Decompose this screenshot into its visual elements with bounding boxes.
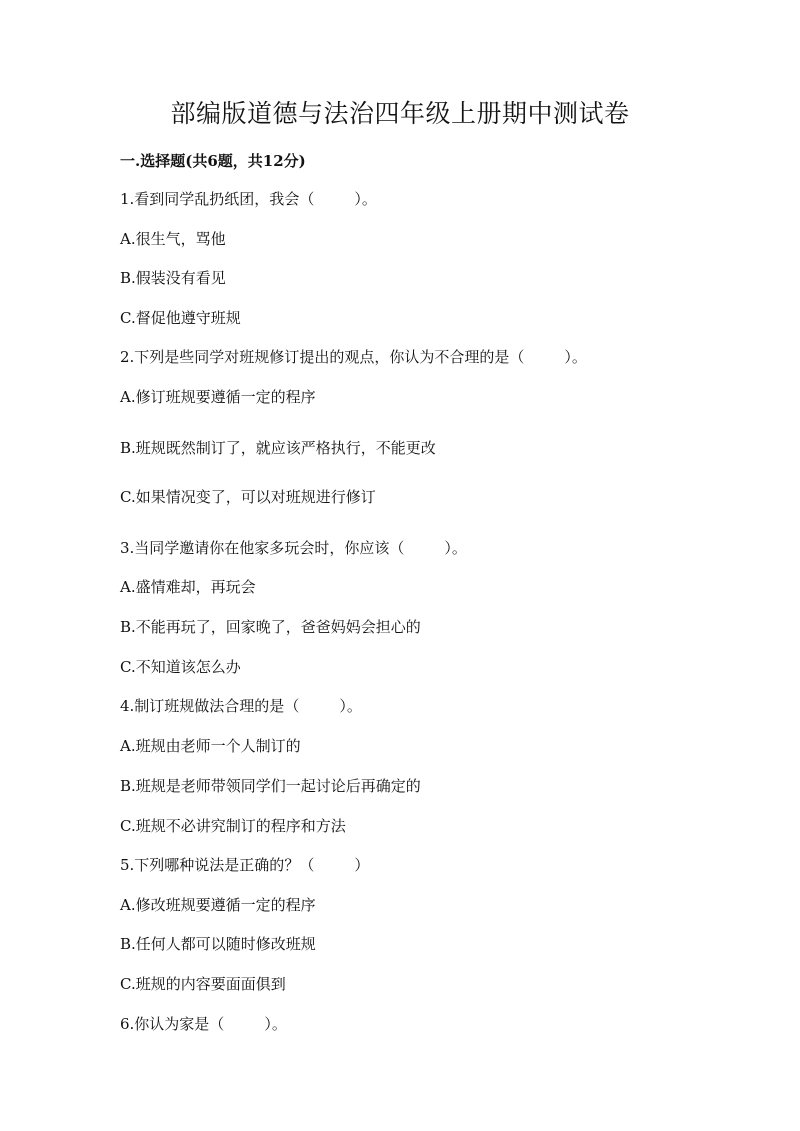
question-2-option-a: A.修订班规要遵循一定的程序 <box>120 388 316 406</box>
question-5-option-b: B.任何人都可以随时修改班规 <box>120 935 316 953</box>
question-4-option-c: C.班规不必讲究制订的程序和方法 <box>120 817 346 835</box>
question-1-stem <box>120 188 377 209</box>
question-5-option-c: C.班规的内容要面面俱到 <box>120 975 286 993</box>
question-2-option-c: C.如果情况变了，可以对班规进行修订 <box>120 488 376 506</box>
question-6-stem-end: ）。 <box>264 1015 287 1033</box>
question-2-stem-text: 2.下列是些同学对班规修订提出的观点，你认为不合理的是（ <box>120 348 525 366</box>
question-4-option-b: B.班规是老师带领同学们一起讨论后再确定的 <box>120 777 421 795</box>
question-5-stem-text: 5.下列哪种说法是正确的？（ <box>120 856 315 874</box>
question-5-option-a: A.修改班规要遵循一定的程序 <box>120 896 316 914</box>
question-3-option-c: C.不知道该怎么办 <box>120 658 241 676</box>
page-title: 部编版道德与法治四年级上册期中测试卷 <box>170 99 630 128</box>
question-3-option-b: B.不能再玩了，回家晚了，爸爸妈妈会担心的 <box>120 618 421 636</box>
question-4-stem-text: 4.制订班规做法合理的是（ <box>120 697 300 715</box>
question-2-stem <box>120 346 587 367</box>
question-5-stem-end: ） <box>354 856 370 874</box>
question-5-stem <box>120 854 369 875</box>
question-2-option-b: B.班规既然制订了，就应该严格执行，不能更改 <box>120 439 436 457</box>
question-3-stem <box>120 537 467 558</box>
question-6-stem <box>120 1013 287 1034</box>
question-1-option-c: C.督促他遵守班规 <box>120 309 241 327</box>
question-3-stem-end: ）。 <box>444 539 467 557</box>
question-4-option-a: A.班规由老师一个人制订的 <box>120 737 301 755</box>
section-heading: 一.选择题(共6题，共12分) <box>120 152 306 170</box>
question-2-stem-end: ）。 <box>564 348 587 366</box>
question-1-stem-end: ）。 <box>354 190 377 208</box>
question-6-stem-text: 6.你认为家是（ <box>120 1015 225 1033</box>
question-4-stem-end: ）。 <box>339 697 362 715</box>
question-4-stem <box>120 695 362 716</box>
question-3-stem-text: 3.当同学邀请你在他家多玩会时，你应该（ <box>120 539 405 557</box>
question-1-stem-text: 1.看到同学乱扔纸团，我会（ <box>120 190 315 208</box>
question-3-option-a: A.盛情难却，再玩会 <box>120 578 256 596</box>
question-1-option-b: B.假装没有看见 <box>120 269 226 287</box>
question-1-option-a: A.很生气，骂他 <box>120 230 226 248</box>
